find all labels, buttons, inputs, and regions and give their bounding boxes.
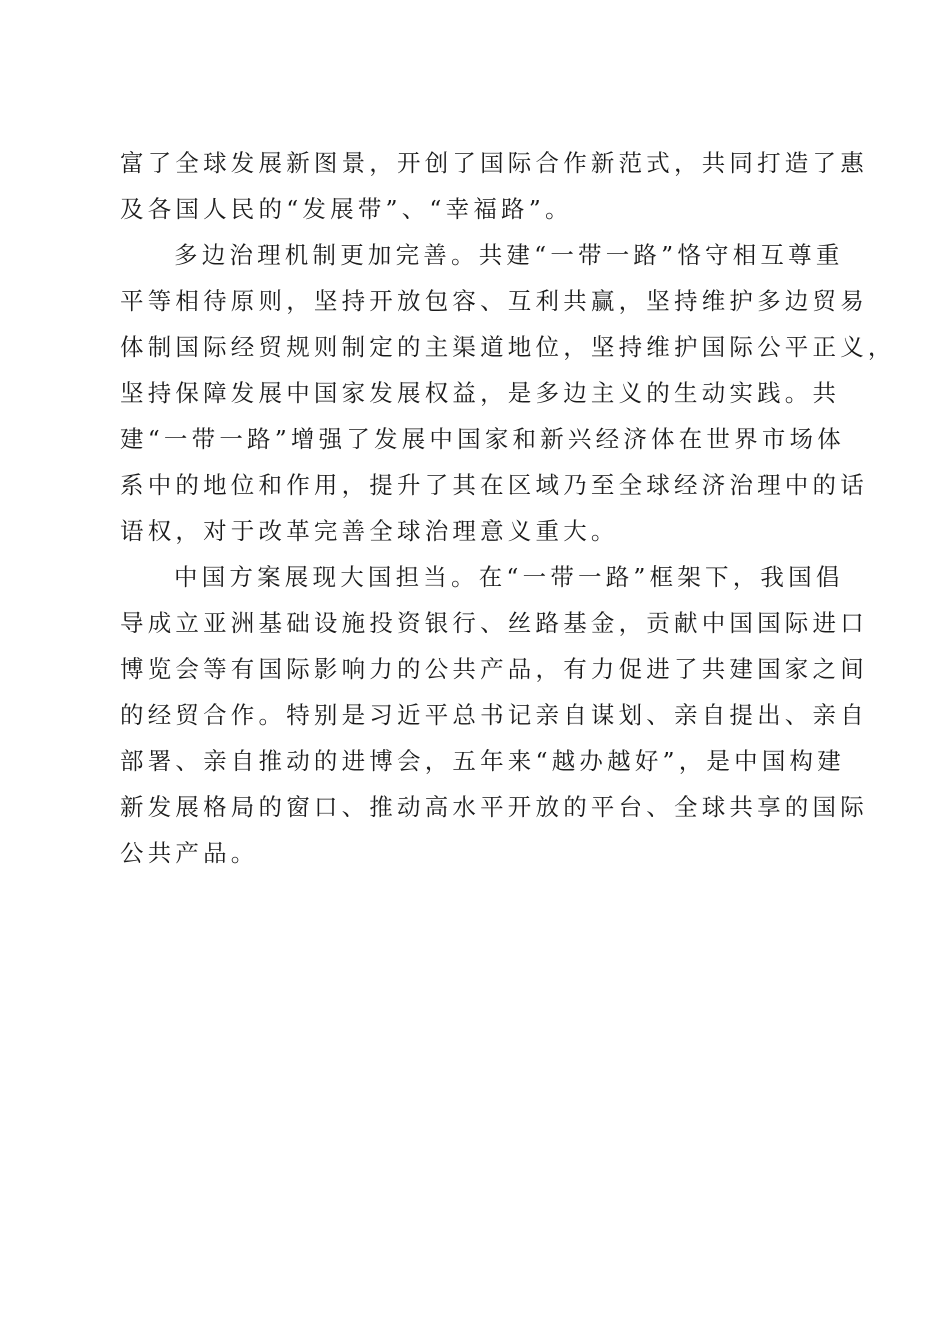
paragraph-multilateral-governance: [120, 232, 896, 554]
text-line: 多边治理机制更加完善。共建“一带一路”恪守相互尊重: [174, 241, 844, 269]
text-line: 的经贸合作。特别是习近平总书记亲自谋划、亲自提出、亲自: [120, 701, 868, 729]
text-line: 语权，对于改革完善全球治理意义重大。: [120, 517, 619, 545]
text-line: 部署、亲自推动的进博会，五年来“越办越好”，是中国构建: [120, 747, 845, 775]
text-line: 体制国际经贸规则制定的主渠道地位，坚持维护国际公平正义，: [120, 333, 896, 361]
text-line: 导成立亚洲基础设施投资银行、丝路基金，贡献中国国际进口: [120, 609, 868, 637]
document-body: [120, 140, 896, 876]
text-line: 平等相待原则，坚持开放包容、互利共赢，坚持维护多边贸易: [120, 287, 868, 315]
text-line: 建“一带一路”增强了发展中国家和新兴经济体在世界市场体: [120, 425, 845, 453]
paragraph-continuation: [120, 140, 868, 232]
text-line: 系中的地位和作用，提升了其在区域乃至全球经济治理中的话: [120, 471, 868, 499]
text-line: 中国方案展现大国担当。在“一带一路”框架下，我国倡: [174, 563, 844, 591]
text-line: 新发展格局的窗口、推动高水平开放的平台、全球共享的国际: [120, 793, 868, 821]
text-line: 及各国人民的“发展带”、“幸福路”。: [120, 195, 573, 223]
text-line: 富了全球发展新图景，开创了国际合作新范式，共同打造了惠: [120, 149, 868, 177]
text-line: 坚持保障发展中国家发展权益，是多边主义的生动实践。共: [120, 379, 841, 407]
text-line: 公共产品。: [120, 839, 259, 867]
text-line: 博览会等有国际影响力的公共产品，有力促进了共建国家之间: [120, 655, 868, 683]
paragraph-china-solution: [120, 554, 868, 876]
